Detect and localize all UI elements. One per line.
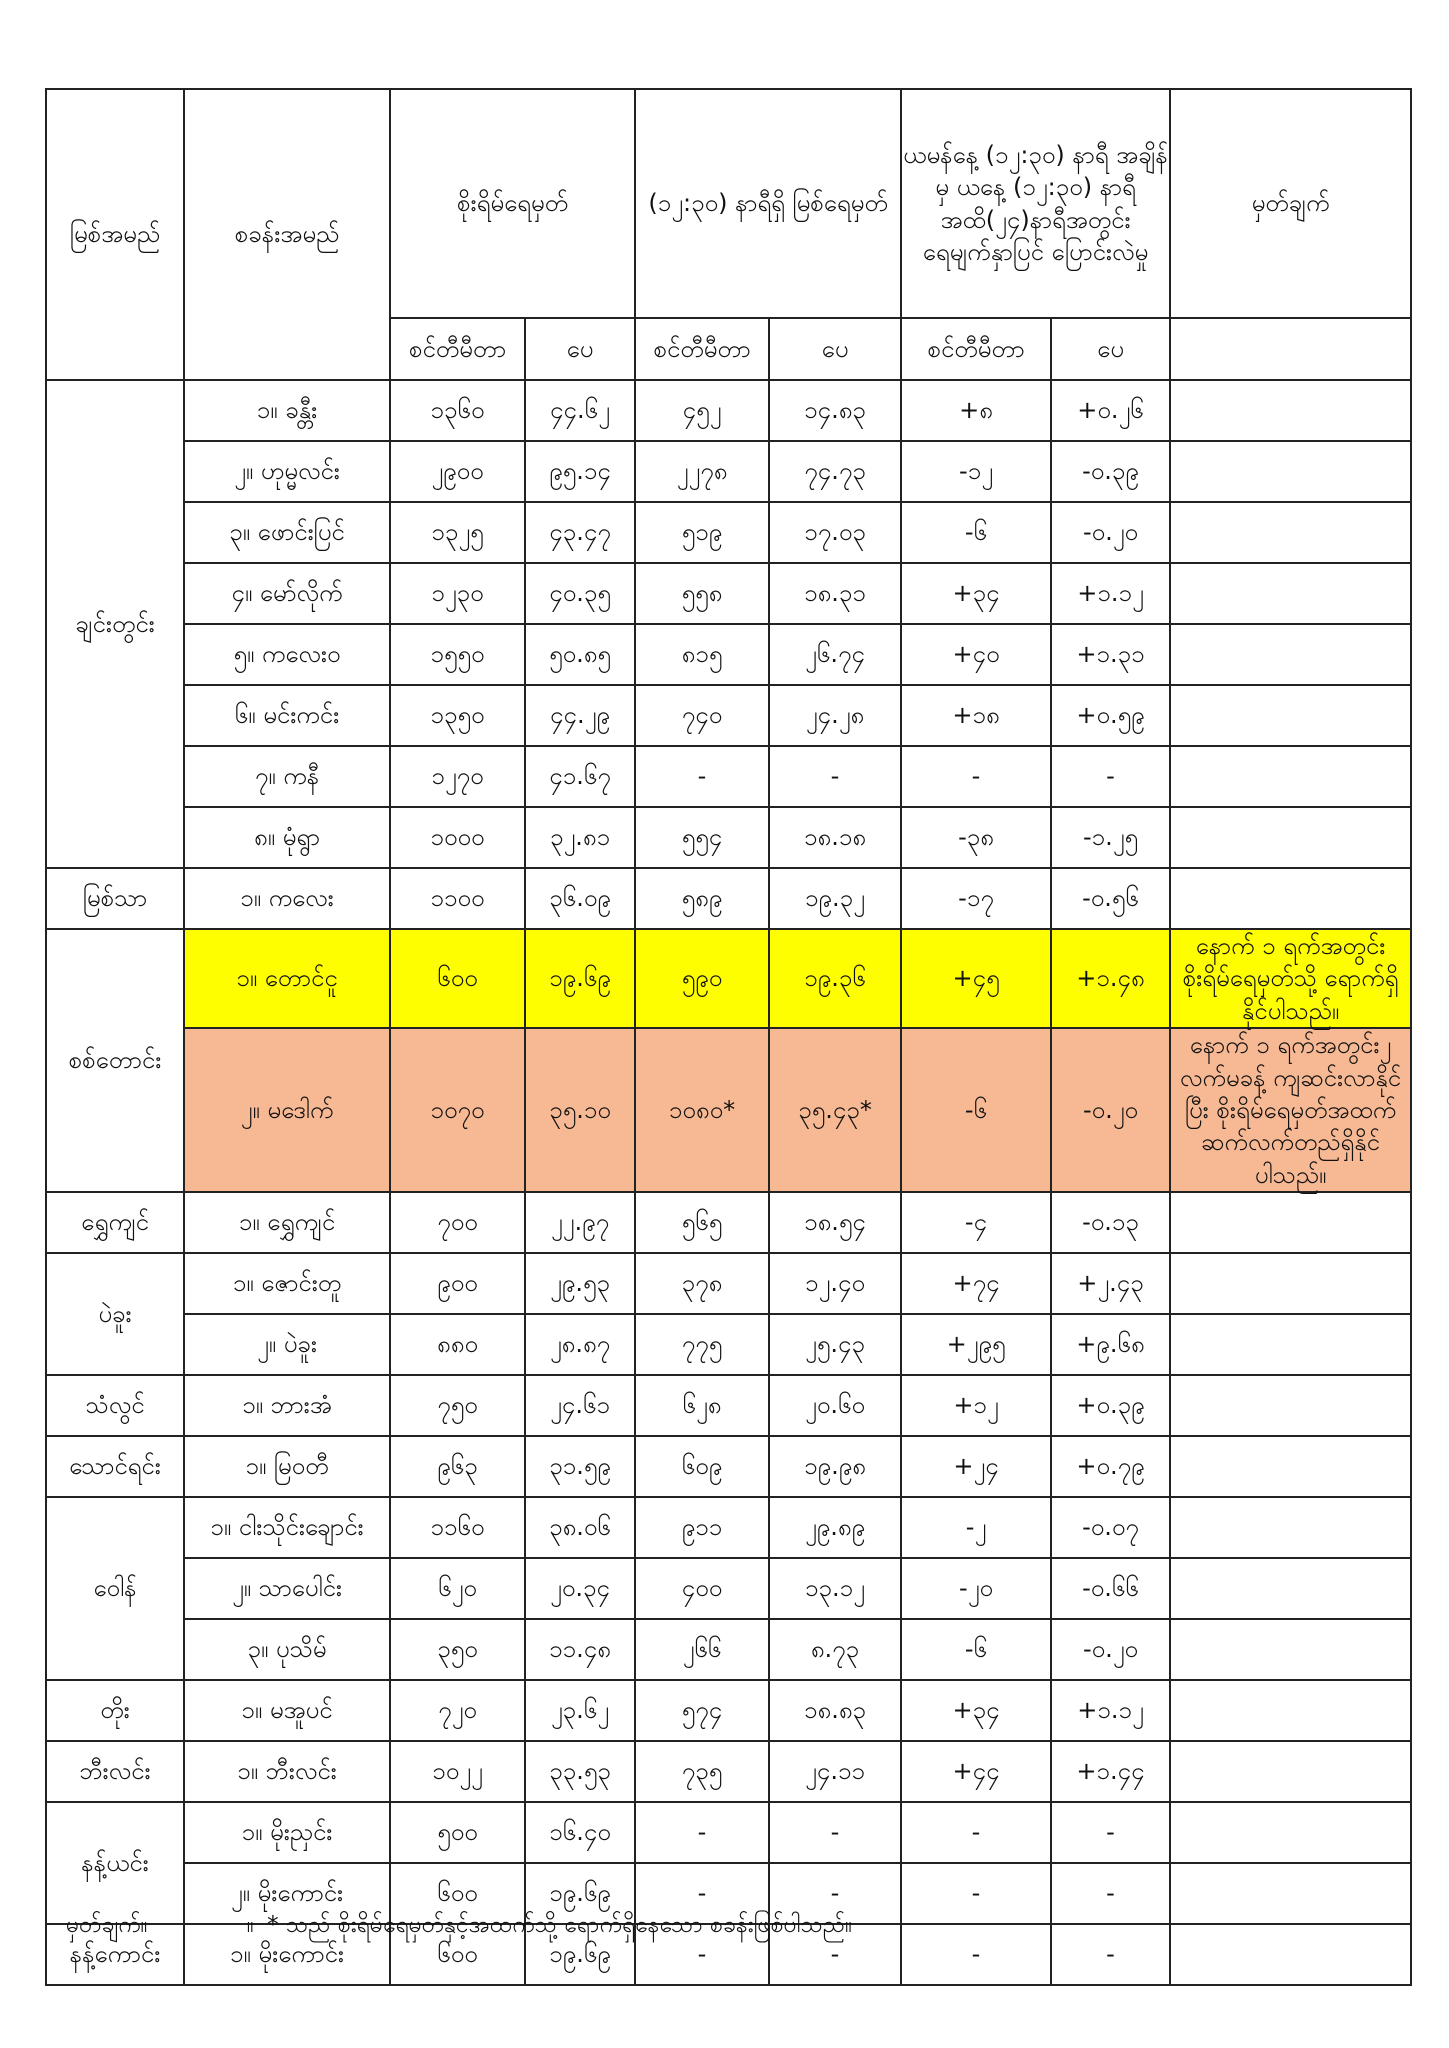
current-cm-cell: -	[635, 1863, 769, 1924]
current-cm-cell: ၁၀၈၀*	[635, 1028, 769, 1192]
change-ft-cell: -၀.၆၆	[1051, 1558, 1170, 1619]
table-row	[46, 1619, 1411, 1680]
danger-cm-cell: ၇၅၀	[390, 1375, 525, 1436]
change-cm-cell: -၂	[901, 1497, 1051, 1558]
remark-cell	[1170, 1375, 1411, 1436]
remark-cell	[1170, 685, 1411, 746]
change-ft-cell: +၂.၄၃	[1051, 1253, 1170, 1314]
danger-ft-cell: ၄၄.၆၂	[525, 380, 635, 441]
danger-ft-cell: ၂၉.၅၃	[525, 1253, 635, 1314]
change-ft-cell: +၀.၃၉	[1051, 1375, 1170, 1436]
river-name-cell: မြစ်သာ	[46, 868, 184, 929]
danger-cm-cell: ၆၀၀	[390, 1863, 525, 1924]
station-name-cell: ၃။ ပုသိမ်	[184, 1619, 390, 1680]
change-cm-cell: +၄၀	[901, 624, 1051, 685]
unit-ft: ပေ	[1051, 318, 1170, 380]
remark-cell	[1170, 1558, 1411, 1619]
change-cm-cell: +၈	[901, 380, 1051, 441]
change-cm-cell: -	[901, 1863, 1051, 1924]
current-ft-cell: ၈.၇၃	[769, 1619, 901, 1680]
table-body	[46, 380, 1411, 1985]
danger-cm-cell: ၆၂၀	[390, 1558, 525, 1619]
change-ft-cell: -၀.၀၇	[1051, 1497, 1170, 1558]
remark-cell: နောက် ၁ ရက်အတွင်း စိုးရိမ်ရေမှတ်သို့ ရောက်ရှိနိုင်ပါသည်။	[1170, 929, 1411, 1028]
change-ft-cell: -၀.၅၆	[1051, 868, 1170, 929]
danger-ft-cell: ၃၃.၅၃	[525, 1741, 635, 1802]
station-name-cell: ၁။ မိုးညှင်း	[184, 1802, 390, 1863]
change-ft-cell: +၀.၇၉	[1051, 1436, 1170, 1497]
danger-cm-cell: ၁၀၂၂	[390, 1741, 525, 1802]
change-cm-cell: +၂၉၅	[901, 1314, 1051, 1375]
current-cm-cell: ၅၆၅	[635, 1192, 769, 1253]
table-row	[46, 1436, 1411, 1497]
table-row	[46, 1741, 1411, 1802]
current-ft-cell: ၂၄.၁၁	[769, 1741, 901, 1802]
danger-ft-cell: ၃၆.၀၉	[525, 868, 635, 929]
station-name-cell: ၃။ ဖောင်းပြင်	[184, 502, 390, 563]
unit-ft: ပေ	[769, 318, 901, 380]
remark-cell	[1170, 746, 1411, 807]
header-river: မြစ်အမည်	[46, 89, 184, 380]
remark-cell	[1170, 380, 1411, 441]
danger-ft-cell: ၅၀.၈၅	[525, 624, 635, 685]
table-row	[46, 1028, 1411, 1192]
danger-cm-cell: ၂၉၀၀	[390, 441, 525, 502]
danger-ft-cell: ၄၁.၆၇	[525, 746, 635, 807]
danger-cm-cell: ၁၀၇၀	[390, 1028, 525, 1192]
change-cm-cell: -	[901, 1802, 1051, 1863]
station-name-cell: ၁။ ဘားအံ	[184, 1375, 390, 1436]
danger-cm-cell: ၉၆၃	[390, 1436, 525, 1497]
change-cm-cell: -၁၂	[901, 441, 1051, 502]
water-level-table	[45, 88, 1412, 1986]
current-cm-cell: ၆၂၈	[635, 1375, 769, 1436]
change-ft-cell: -	[1051, 1924, 1170, 1985]
river-name-cell: ဝေါန်	[46, 1497, 184, 1680]
change-cm-cell: -၁၇	[901, 868, 1051, 929]
change-ft-cell: +၉.၆၈	[1051, 1314, 1170, 1375]
table-row	[46, 441, 1411, 502]
remark-cell: နောက် ၁ ရက်အတွင်း၂ လက်မခန့် ကျဆင်းလာနိုင်ပြီး စိုးရိမ်ရေမှတ်အထက် ဆက်လက်တည်ရှိနိုင်ပါသည်။	[1170, 1028, 1411, 1192]
current-cm-cell: ၃၇၈	[635, 1253, 769, 1314]
station-name-cell: ၁။ မြဝတီ	[184, 1436, 390, 1497]
remark-cell	[1170, 624, 1411, 685]
current-ft-cell: ၁၈.၈၃	[769, 1680, 901, 1741]
table-row	[46, 380, 1411, 441]
current-ft-cell: ၃၅.၄၃*	[769, 1028, 901, 1192]
danger-ft-cell: ၃၁.၅၉	[525, 1436, 635, 1497]
change-ft-cell: +၁.၄၄	[1051, 1741, 1170, 1802]
danger-cm-cell: ၁၃၆၀	[390, 380, 525, 441]
change-ft-cell: +၁.၃၁	[1051, 624, 1170, 685]
change-cm-cell: -၃၈	[901, 807, 1051, 868]
header-remarks: မှတ်ချက်	[1170, 89, 1411, 318]
danger-ft-cell: ၁၉.၆၉	[525, 1924, 635, 1985]
current-ft-cell: ၁၄.၈၃	[769, 380, 901, 441]
current-ft-cell: ၂၀.၆၀	[769, 1375, 901, 1436]
current-ft-cell: -	[769, 746, 901, 807]
table-row	[46, 685, 1411, 746]
change-cm-cell: +၃၄	[901, 563, 1051, 624]
current-cm-cell: ၇၃၅	[635, 1741, 769, 1802]
current-cm-cell: ၉၁၁	[635, 1497, 769, 1558]
river-name-cell: နန့်ယင်း	[46, 1802, 184, 1924]
danger-ft-cell: ၂၃.၆၂	[525, 1680, 635, 1741]
station-name-cell: ၁။ မိုးကောင်း	[184, 1924, 390, 1985]
remark-cell	[1170, 1619, 1411, 1680]
river-name-cell: နန့်ကောင်း	[46, 1924, 184, 1985]
station-name-cell: ၁။ ခန္တီး	[184, 380, 390, 441]
danger-cm-cell: ၆၀၀	[390, 929, 525, 1028]
remarks-blank	[1170, 318, 1411, 380]
change-cm-cell: -၆	[901, 502, 1051, 563]
remark-cell	[1170, 1924, 1411, 1985]
current-cm-cell: ၂၆၆	[635, 1619, 769, 1680]
table-row	[46, 1192, 1411, 1253]
danger-cm-cell: ၇၀၀	[390, 1192, 525, 1253]
current-cm-cell: ၅၁၉	[635, 502, 769, 563]
station-name-cell: ၁။ တောင်ငူ	[184, 929, 390, 1028]
table-row	[46, 1680, 1411, 1741]
station-name-cell: ၁။ ငါးသိုင်းချောင်း	[184, 1497, 390, 1558]
danger-ft-cell: ၃၅.၁၀	[525, 1028, 635, 1192]
current-cm-cell: ၂၂၇၈	[635, 441, 769, 502]
table-row	[46, 1314, 1411, 1375]
danger-cm-cell: ၇၂၀	[390, 1680, 525, 1741]
station-name-cell: ၁။ ဘီးလင်း	[184, 1741, 390, 1802]
current-cm-cell: ၆၀၉	[635, 1436, 769, 1497]
river-name-cell: ပဲခူး	[46, 1253, 184, 1375]
station-name-cell: ၂။ မဒေါက်	[184, 1028, 390, 1192]
river-name-cell: တိုး	[46, 1680, 184, 1741]
change-cm-cell: -၆	[901, 1028, 1051, 1192]
footnote-separator: ။	[246, 1912, 254, 1938]
remark-cell	[1170, 1497, 1411, 1558]
change-cm-cell: -၂၀	[901, 1558, 1051, 1619]
danger-ft-cell: ၁၁.၄၈	[525, 1619, 635, 1680]
danger-ft-cell: ၂၂.၉၇	[525, 1192, 635, 1253]
danger-ft-cell: ၁၆.၄၀	[525, 1802, 635, 1863]
station-name-cell: ၂။ သာပေါင်း	[184, 1558, 390, 1619]
table-row	[46, 1497, 1411, 1558]
river-name-cell: သံလွင်	[46, 1375, 184, 1436]
station-name-cell: ၈။ မုံရွာ	[184, 807, 390, 868]
change-ft-cell: -၁.၂၅	[1051, 807, 1170, 868]
table-row	[46, 1802, 1411, 1863]
change-cm-cell: +၂၄	[901, 1436, 1051, 1497]
unit-cm: စင်တီမီတာ	[390, 318, 525, 380]
remark-cell	[1170, 502, 1411, 563]
change-ft-cell: -	[1051, 1863, 1170, 1924]
change-cm-cell: -၄	[901, 1192, 1051, 1253]
unit-ft: ပေ	[525, 318, 635, 380]
change-ft-cell: +၁.၄၈	[1051, 929, 1170, 1028]
danger-cm-cell: ၅၀၀	[390, 1802, 525, 1863]
current-ft-cell: -	[769, 1924, 901, 1985]
remark-cell	[1170, 1680, 1411, 1741]
current-cm-cell: -	[635, 746, 769, 807]
danger-cm-cell: ၉၀၀	[390, 1253, 525, 1314]
remark-cell	[1170, 441, 1411, 502]
danger-cm-cell: ၁၂၃၀	[390, 563, 525, 624]
header-24h-change: ယမန်နေ့ (၁၂:၃၀) နာရီ အချိန်မှ ယနေ့ (၁၂:၃၀) နာရီအထိ(၂၄)နာရီအတွင်း ရေမျက်နှာပြင် ပြောင်းလဲမှု	[901, 89, 1170, 318]
current-ft-cell: ၁၃.၁၂	[769, 1558, 901, 1619]
current-ft-cell: ၁၉.၉၈	[769, 1436, 901, 1497]
danger-cm-cell: ၁၁၆၀	[390, 1497, 525, 1558]
station-name-cell: ၂။ မိုးကောင်း	[184, 1863, 390, 1924]
footnote	[66, 1910, 852, 1944]
remark-cell	[1170, 1802, 1411, 1863]
change-ft-cell: -	[1051, 746, 1170, 807]
danger-ft-cell: ၄၃.၄၇	[525, 502, 635, 563]
current-cm-cell: -	[635, 1802, 769, 1863]
change-ft-cell: -၀.၂၀	[1051, 1028, 1170, 1192]
footnote-label: မှတ်ချက်။	[66, 1912, 148, 1938]
danger-cm-cell: ၁၃၅၀	[390, 685, 525, 746]
change-cm-cell: +၇၄	[901, 1253, 1051, 1314]
current-ft-cell: ၂၉.၈၉	[769, 1497, 901, 1558]
station-name-cell: ၁။ ကလေး	[184, 868, 390, 929]
danger-cm-cell: ၃၅၀	[390, 1619, 525, 1680]
current-cm-cell: -	[635, 1924, 769, 1985]
station-name-cell: ၁။ ဇောင်းတူ	[184, 1253, 390, 1314]
current-ft-cell: ၁၈.၅၄	[769, 1192, 901, 1253]
footnote-text: * သည် စိုးရိမ်ရေမှတ်နှင့်အထက်သို့ ရောက်ရှိနေသော စခန်းဖြစ်ပါသည်။	[267, 1912, 853, 1938]
change-ft-cell: -၀.၂၀	[1051, 1619, 1170, 1680]
remark-cell	[1170, 1192, 1411, 1253]
danger-ft-cell: ၂၄.၆၁	[525, 1375, 635, 1436]
change-ft-cell: -	[1051, 1802, 1170, 1863]
current-cm-cell: ၇၄၀	[635, 685, 769, 746]
current-ft-cell: ၂၅.၄၃	[769, 1314, 901, 1375]
table-row	[46, 929, 1411, 1028]
current-cm-cell: ၅၉၀	[635, 929, 769, 1028]
danger-cm-cell: ၆၀၀	[390, 1924, 525, 1985]
change-cm-cell: -	[901, 1924, 1051, 1985]
station-name-cell: ၂။ ဟုမ္မလင်း	[184, 441, 390, 502]
danger-ft-cell: ၃၂.၈၁	[525, 807, 635, 868]
current-cm-cell: ၅၅၈	[635, 563, 769, 624]
header-station: စခန်းအမည်	[184, 89, 390, 380]
change-cm-cell: +၄၄	[901, 1741, 1051, 1802]
danger-cm-cell: ၁၅၅၀	[390, 624, 525, 685]
current-ft-cell: ၁၉.၃၆	[769, 929, 901, 1028]
danger-ft-cell: ၄၄.၂၉	[525, 685, 635, 746]
station-name-cell: ၁။ မအူပင်	[184, 1680, 390, 1741]
current-cm-cell: ၅၅၄	[635, 807, 769, 868]
table-row	[46, 1375, 1411, 1436]
change-cm-cell: +၁၂	[901, 1375, 1051, 1436]
change-cm-cell: +၃၄	[901, 1680, 1051, 1741]
change-ft-cell: -၀.၂၀	[1051, 502, 1170, 563]
danger-ft-cell: ၂၀.၃၄	[525, 1558, 635, 1619]
danger-cm-cell: ၁၃၂၅	[390, 502, 525, 563]
table-row	[46, 1253, 1411, 1314]
table-row	[46, 746, 1411, 807]
danger-ft-cell: ၉၅.၁၄	[525, 441, 635, 502]
current-ft-cell: -	[769, 1863, 901, 1924]
current-cm-cell: ၈၁၅	[635, 624, 769, 685]
river-name-cell: သောင်ရင်း	[46, 1436, 184, 1497]
station-name-cell: ၇။ ကနီ	[184, 746, 390, 807]
danger-cm-cell: ၁၁၀၀	[390, 868, 525, 929]
station-name-cell: ၆။ မင်းကင်း	[184, 685, 390, 746]
danger-ft-cell: ၂၈.၈၇	[525, 1314, 635, 1375]
current-ft-cell: ၁၉.၃၂	[769, 868, 901, 929]
current-ft-cell: -	[769, 1802, 901, 1863]
header-danger-level: စိုးရိမ်ရေမှတ်	[390, 89, 635, 318]
current-ft-cell: ၇၄.၇၃	[769, 441, 901, 502]
current-ft-cell: ၁၈.၁၈	[769, 807, 901, 868]
river-name-cell: ဘီးလင်း	[46, 1741, 184, 1802]
river-name-cell: ရွှေကျင်	[46, 1192, 184, 1253]
table-row	[46, 868, 1411, 929]
danger-cm-cell: ၁၀၀၀	[390, 807, 525, 868]
remark-cell	[1170, 868, 1411, 929]
current-ft-cell: ၂၄.၂၈	[769, 685, 901, 746]
river-name-cell: စစ်တောင်း	[46, 929, 184, 1192]
remark-cell	[1170, 1741, 1411, 1802]
remark-cell	[1170, 1863, 1411, 1924]
change-ft-cell: +၁.၁၂	[1051, 1680, 1170, 1741]
remark-cell	[1170, 1436, 1411, 1497]
remark-cell	[1170, 563, 1411, 624]
change-cm-cell: -၆	[901, 1619, 1051, 1680]
change-ft-cell: +၀.၅၉	[1051, 685, 1170, 746]
current-ft-cell: ၁၂.၄၀	[769, 1253, 901, 1314]
station-name-cell: ၄။ မော်လိုက်	[184, 563, 390, 624]
current-ft-cell: ၁၇.၀၃	[769, 502, 901, 563]
current-ft-cell: ၂၆.၇၄	[769, 624, 901, 685]
current-cm-cell: ၄၀၀	[635, 1558, 769, 1619]
remark-cell	[1170, 1253, 1411, 1314]
table-row	[46, 502, 1411, 563]
station-name-cell: ၂။ ပဲခူး	[184, 1314, 390, 1375]
station-name-cell: ၁။ ရွှေကျင်	[184, 1192, 390, 1253]
current-cm-cell: ၅၈၉	[635, 868, 769, 929]
change-ft-cell: -၀.၃၉	[1051, 441, 1170, 502]
danger-ft-cell: ၁၉.၆၉	[525, 1863, 635, 1924]
table-row	[46, 807, 1411, 868]
danger-cm-cell: ၁၂၇၀	[390, 746, 525, 807]
change-cm-cell: +၁၈	[901, 685, 1051, 746]
current-cm-cell: ၄၅၂	[635, 380, 769, 441]
change-ft-cell: +၁.၁၂	[1051, 563, 1170, 624]
change-cm-cell: -	[901, 746, 1051, 807]
river-name-cell: ချင်းတွင်း	[46, 380, 184, 868]
table-row	[46, 1558, 1411, 1619]
change-ft-cell: +၀.၂၆	[1051, 380, 1170, 441]
station-name-cell: ၅။ ကလေးဝ	[184, 624, 390, 685]
current-cm-cell: ၇၇၅	[635, 1314, 769, 1375]
table-row	[46, 563, 1411, 624]
unit-cm: စင်တီမီတာ	[635, 318, 769, 380]
change-ft-cell: -၀.၁၃	[1051, 1192, 1170, 1253]
remark-cell	[1170, 807, 1411, 868]
change-cm-cell: +၄၅	[901, 929, 1051, 1028]
remark-cell	[1170, 1314, 1411, 1375]
danger-ft-cell: ၄၀.၃၅	[525, 563, 635, 624]
danger-cm-cell: ၈၈၀	[390, 1314, 525, 1375]
header-current-level: (၁၂:၃၀) နာရီရှိ မြစ်ရေမှတ်	[635, 89, 901, 318]
danger-ft-cell: ၃၈.၀၆	[525, 1497, 635, 1558]
danger-ft-cell: ၁၉.၆၉	[525, 929, 635, 1028]
table-row	[46, 624, 1411, 685]
current-cm-cell: ၅၇၄	[635, 1680, 769, 1741]
current-ft-cell: ၁၈.၃၁	[769, 563, 901, 624]
unit-cm: စင်တီမီတာ	[901, 318, 1051, 380]
